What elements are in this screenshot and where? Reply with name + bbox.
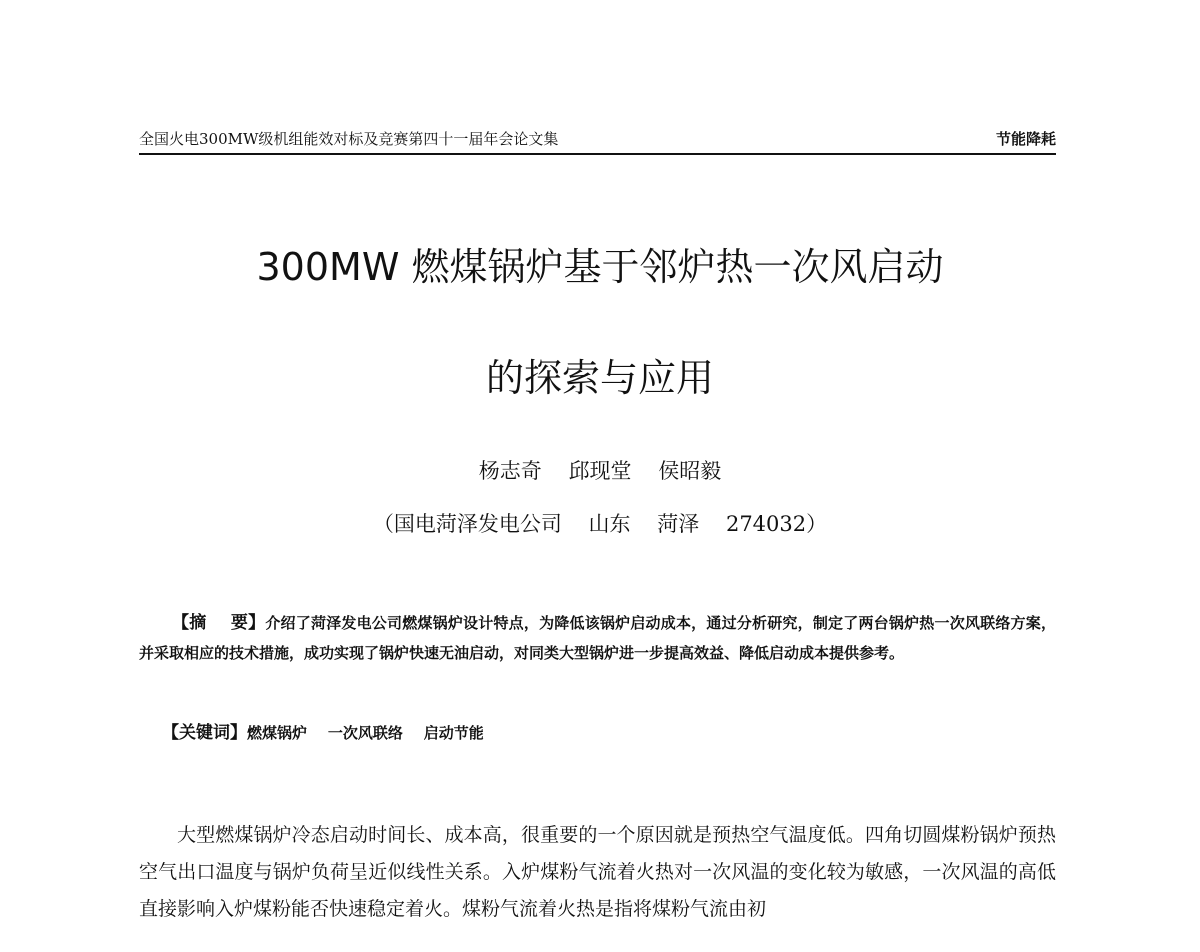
authors: 杨志奇 邱现堂 侯昭毅	[478, 459, 722, 483]
abstract-text: 介绍了菏泽发电公司燃煤锅炉设计特点，为降低该锅炉启动成本，通过分析研究，制定了两台锅炉热一次风联络方案，并采取相应的技术措施，成功实现了锅炉快速无油启动，对同类大型锅炉进一步提高效益、降低启动成本提供参考。	[139, 614, 1056, 662]
abstract	[139, 608, 1056, 668]
affiliation: （国电菏泽发电公司 山东 菏泽 274032）	[372, 512, 828, 536]
keywords-text: 燃煤锅炉 一次风联络 启动节能	[247, 724, 484, 742]
running-header	[139, 127, 1056, 155]
body-paragraph: 大型燃煤锅炉冷态启动时间长、成本高，很重要的一个原因就是预热空气温度低。四角切圆煤粉锅炉预热空气出口温度与锅炉负荷呈近似线性关系。入炉煤粉气流着火热对一次风温的变化较为敏感，一次风温的高低直接影响入炉煤粉能否快速稳定着火。煤粉气流着火热是指将煤粉气流由初	[139, 824, 1056, 920]
section-label: 节能降耗	[995, 130, 1056, 148]
proceedings-title: 全国火电300MW级机组能效对标及竞赛第四十一届年会论文集	[139, 130, 559, 148]
keywords-label: 【关键词】	[162, 723, 247, 743]
abstract-label: 【摘 要】	[172, 613, 266, 633]
paper-title-line-1: 300MW 燃煤锅炉基于邻炉热一次风启动	[256, 245, 944, 289]
paper-title-line-2: 的探索与应用	[485, 356, 714, 400]
keywords	[162, 718, 484, 743]
